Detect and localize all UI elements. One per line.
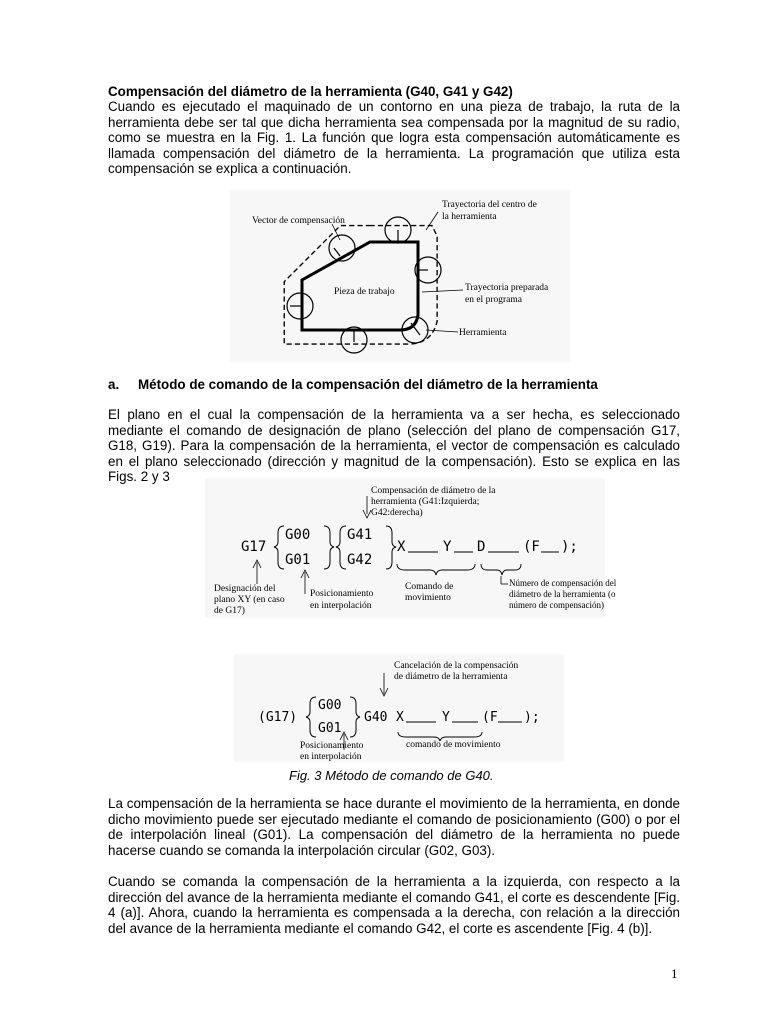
fig2-top-label-3: G42:derecha) <box>371 508 423 518</box>
figure-2 <box>205 478 617 618</box>
fig2-pos-label-1: Posicionamiento <box>310 589 374 599</box>
fig2-x: X <box>397 539 406 555</box>
fig2-plane-label-2: plano XY (en caso <box>214 595 285 605</box>
fig2-offset-label-3: número de compensación) <box>509 600 604 610</box>
fig1-label-center-path-1: Trayectoria del centro de <box>442 200 537 210</box>
fig2-pos-label-2: en interpolación <box>310 601 372 611</box>
subsection-body: El plano en el cual la compensación de la herramienta va a ser hecha, es seleccionado mediante el comando de designación de plano (selección del plano de compensación G17, G18, G19). Para la compensación de la herramienta, el vector de compensación es calculado en el plano seleccionado (dirección y magnitud de la compensación). Esto se explica en las Figs. 2 y 3 <box>108 407 680 485</box>
fig3-diagram <box>234 654 564 762</box>
fig2-y: Y <box>443 539 452 555</box>
section-title: Compensación del diámetro de la herramienta (G40, G41 y G42) <box>108 84 513 99</box>
fig2-top-label-1: Compensación de diámetro de la <box>371 486 496 496</box>
fig3-pos-label-1: Posicionamiento <box>300 741 364 751</box>
fig1-label-programmed-2: en el programa <box>465 295 522 305</box>
fig2-plane: G17 <box>241 539 267 555</box>
fig3-caption: Fig. 3 Método de comando de G40. <box>289 768 494 783</box>
fig3-top-label-2: de diámetro de la herramienta <box>394 672 508 682</box>
fig2-top-label-2: herramienta (G41:Izquierda; <box>371 497 480 507</box>
subsection-title: Método de comando de la compensación del diámetro de la herramienta <box>138 377 598 392</box>
fig3-move-label: comando de movimiento <box>406 740 501 750</box>
fig2-offset-label-1: Número de compensación del <box>509 578 617 588</box>
figure-3 <box>234 654 564 762</box>
page-number: 1 <box>671 966 678 981</box>
paragraph-1: La compensación de la herramienta se hace durante el movimiento de la herramienta, en donde dicho movimiento puede ser ejecutado mediante el comando de posicionamiento (G00) o por el de interpolación lineal (G01). La compensación del diámetro de la herramienta no puede hacerse cuando se comanda la interpolación circular (G02, G03). <box>108 796 680 858</box>
fig3-x: X <box>396 710 404 725</box>
fig2-feed-close: ); <box>561 539 578 555</box>
fig2-diagram <box>205 478 617 618</box>
fig1-label-programmed-1: Trayectoria preparada <box>465 283 549 293</box>
subsection-letter: a. <box>108 377 120 392</box>
figure-1 <box>230 190 570 362</box>
fig3-feed-open: (F <box>482 710 498 725</box>
fig3-feed-close: ); <box>524 710 540 725</box>
intro-paragraph: Cuando es ejecutado el maquinado de un contorno en una pieza de trabajo, la ruta de la herramienta debe ser tal que dicha herramienta sea compensada por la magnitud de su radio, como se muestra en la Fig. 1. La función que logra esta compensación automáticamente es llamada compensación del diámetro de la herramienta. La programación que utiliza esta compensación se explica a continuación. <box>108 99 680 177</box>
fig2-g01: G01 <box>285 552 311 568</box>
fig3-g01: G01 <box>318 721 342 736</box>
fig1-label-workpiece: Pieza de trabajo <box>334 287 395 297</box>
fig2-g41: G41 <box>347 527 373 543</box>
paragraph-2: Cuando se comanda la compensación de la herramienta a la izquierda, con respecto a la dirección del avance de la herramienta mediante el comando G41, el corte es descendente [Fig. 4 (a)]. Ahora, cuando la herramienta es compensada a la derecha, con relación a la dirección del avance de la herramienta mediante el comando G42, el corte es ascendente [Fig. 4 (b)]. <box>108 874 680 936</box>
fig2-d: D <box>477 539 486 555</box>
fig1-diagram <box>230 190 570 362</box>
fig3-top-label-1: Cancelación de la compensación <box>394 661 519 671</box>
fig1-label-vector: Vector de compensación <box>252 216 345 226</box>
fig3-g00: G00 <box>318 698 342 713</box>
fig3-pos-label-2: en interpolación <box>300 752 362 762</box>
fig1-label-tool: Herramienta <box>459 328 507 338</box>
fig2-plane-label-3: de G17) <box>214 606 245 616</box>
fig2-offset-label-2: diámetro de la herramienta (o <box>509 589 616 599</box>
fig2-feed-open: (F <box>523 539 540 555</box>
fig2-g42: G42 <box>347 552 373 568</box>
fig2-move-label-1: Comando de <box>405 582 454 592</box>
fig3-y: Y <box>442 710 450 725</box>
fig2-move-label-2: movimiento <box>405 593 451 603</box>
fig2-g00: G00 <box>285 527 311 543</box>
fig2-plane-label-1: Designación del <box>214 584 276 594</box>
fig1-label-center-path-2: la herramienta <box>442 212 497 222</box>
fig3-plane: (G17) <box>258 710 298 725</box>
fig3-g40: G40 <box>364 710 388 725</box>
